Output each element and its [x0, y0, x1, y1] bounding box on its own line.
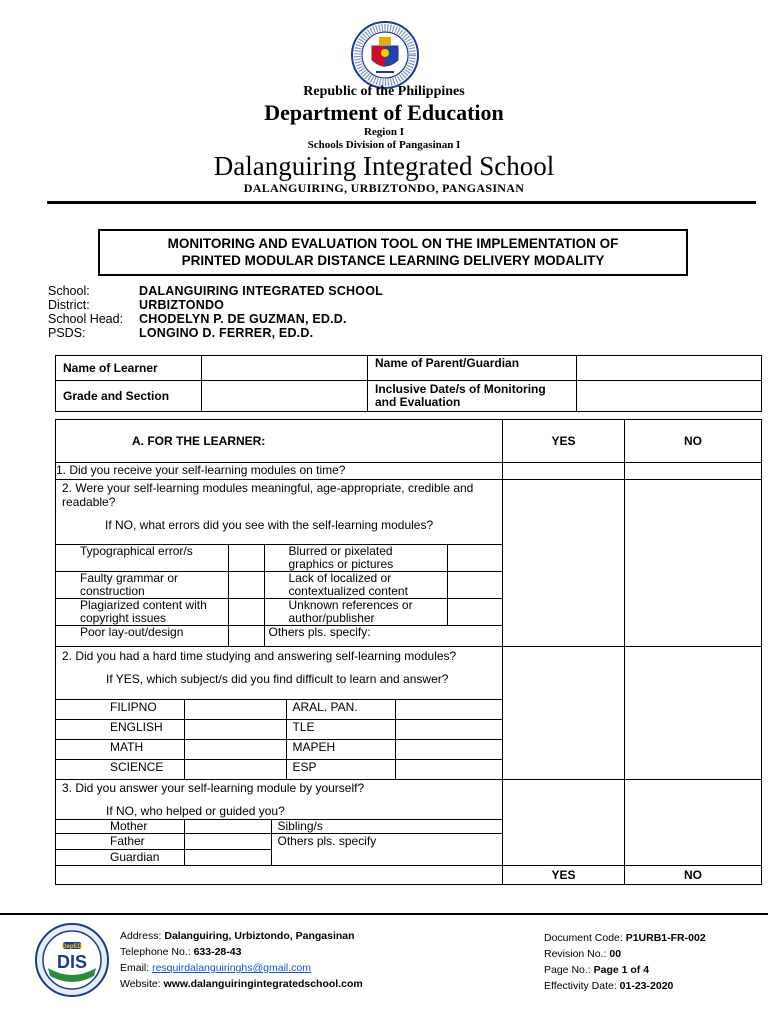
section-title: A. FOR THE LEARNER: [56, 420, 503, 463]
table-row [56, 834, 502, 850]
q2-no-cell[interactable] [625, 480, 762, 647]
email-label: Email: [120, 962, 153, 974]
subject-aral-pan-check[interactable] [395, 700, 502, 720]
helper-mother: Mother [56, 820, 184, 834]
learner-questionnaire-table [55, 419, 762, 885]
subject-filipino-check[interactable] [184, 700, 286, 720]
option-lack-localized: Lack of localized or contextualized content [264, 572, 447, 599]
q3-no-cell[interactable] [625, 647, 762, 780]
email-link[interactable]: resquirdalanguiringhs@gmail.com [152, 962, 311, 974]
table-row [56, 740, 502, 760]
q1-yes-cell[interactable] [503, 463, 625, 480]
option-poor-layout-check[interactable] [228, 626, 264, 647]
revision-label: Revision No.: [544, 948, 610, 960]
subject-mapeh: MAPEH [286, 740, 395, 760]
option-lack-localized-check[interactable] [447, 572, 502, 599]
website-value: www.dalanguiringintegratedschool.com [163, 978, 363, 990]
table-row [56, 420, 762, 463]
logo-brand-text: DepED [62, 944, 82, 950]
school-address: DALANGUIRING, URBIZTONDO, PANGASINAN [243, 181, 525, 195]
department-name: Department of Education [264, 100, 504, 125]
question-1: 1. Did you receive your self-learning modules on time? [56, 463, 503, 480]
table-row [56, 720, 502, 740]
subject-science-check[interactable] [184, 760, 286, 780]
option-typographical: Typographical error/s [56, 545, 228, 572]
effectivity-value: 01-23-2020 [619, 980, 674, 992]
subject-filipino: FILIPNO [56, 700, 184, 720]
option-unknown-references: Unknown references or author/publisher [264, 599, 447, 626]
address-label: Address: [120, 930, 165, 942]
school-head-label: School Head: [48, 312, 124, 326]
table-row [56, 780, 762, 866]
name-of-learner-field[interactable] [202, 356, 368, 381]
helper-guardian-check[interactable] [184, 850, 271, 866]
school-head-value: CHODELYN P. DE GUZMAN, ED.D. [139, 312, 347, 326]
subject-esp-check[interactable] [395, 760, 502, 780]
name-of-learner-label: Name of Learner [56, 356, 202, 381]
option-plagiarized: Plagiarized content with copyright issues [56, 599, 228, 626]
no-header-bottom: NO [625, 866, 762, 885]
error-options-table [56, 544, 502, 646]
footer-document-info [544, 930, 706, 994]
q1-no-cell[interactable] [625, 463, 762, 480]
document-title [98, 229, 688, 276]
telephone-value: 633-28-43 [193, 946, 242, 958]
subject-aral-pan: ARAL. PAN. [286, 700, 395, 720]
table-row [56, 480, 762, 647]
website-label: Website: [120, 978, 164, 990]
header-divider [47, 201, 756, 204]
helper-father-check[interactable] [184, 834, 271, 850]
table-row [56, 626, 502, 647]
table-row [56, 647, 762, 780]
subject-english-check[interactable] [184, 720, 286, 740]
option-blurred-check[interactable] [447, 545, 502, 572]
table-row [56, 381, 762, 412]
dis-school-logo-icon [34, 922, 110, 998]
helper-sibling: Sibling/s [271, 820, 502, 834]
no-header: NO [625, 420, 762, 463]
subject-science: SCIENCE [56, 760, 184, 780]
title-line-2: PRINTED MODULAR DISTANCE LEARNING DELIVERY MODALITY [181, 253, 605, 268]
republic-line: Republic of the Philippines [303, 84, 465, 99]
helper-guardian: Guardian [56, 850, 184, 866]
yes-header: YES [503, 420, 625, 463]
grade-section-field[interactable] [202, 381, 368, 412]
table-row [56, 820, 502, 834]
question-3-followup: If YES, which subject/s did you find difficult to learn and answer? [106, 672, 449, 686]
region-line: Region I [363, 126, 405, 138]
table-row [56, 760, 502, 780]
option-unknown-references-check[interactable] [447, 599, 502, 626]
subject-tle: TLE [286, 720, 395, 740]
table-row [56, 599, 502, 626]
table-row [56, 545, 502, 572]
question-3: 2. Did you had a hard time studying and answering self-learning modules? [62, 649, 457, 663]
psds-label: PSDS: [48, 326, 86, 340]
parent-guardian-field[interactable] [577, 356, 762, 381]
subject-math-check[interactable] [184, 740, 286, 760]
option-blurred: Blurred or pixelated graphics or pictures [264, 545, 447, 572]
district-value: URBIZTONDO [139, 298, 225, 312]
table-row [56, 700, 502, 720]
page-label: Page No.: [544, 964, 594, 976]
yes-header-bottom: YES [503, 866, 625, 885]
footer-contact [120, 928, 363, 992]
district-label: District: [48, 298, 90, 312]
option-faulty-grammar-check[interactable] [228, 572, 264, 599]
doc-code-label: Document Code: [544, 932, 626, 944]
question-4-followup: If NO, who helped or guided you? [106, 804, 285, 818]
telephone-label: Telephone No.: [120, 946, 194, 958]
effectivity-label: Effectivity Date: [544, 980, 620, 992]
learner-info-table [55, 355, 762, 412]
school-name: Dalanguiring Integrated School [213, 151, 555, 181]
grade-section-label: Grade and Section [56, 381, 202, 412]
subject-english: ENGLISH [56, 720, 184, 740]
inclusive-dates-label: Inclusive Date/s of Monitoring and Evaluation [368, 381, 577, 412]
table-row [56, 866, 762, 885]
table-row [56, 463, 762, 480]
subject-tle-check[interactable] [395, 720, 502, 740]
psds-value: LONGINO D. FERRER, ED.D. [139, 326, 314, 340]
school-label: School: [48, 284, 90, 298]
question-4: 3. Did you answer your self-learning module by yourself? [62, 781, 365, 795]
q3-yes-cell[interactable] [503, 647, 625, 780]
subjects-table [56, 699, 502, 779]
deped-seal-icon [350, 20, 420, 90]
table-row [56, 572, 502, 599]
option-poor-layout: Poor lay-out/design [56, 626, 228, 647]
logo-dis-text: DIS [56, 952, 88, 972]
question-2: 2. Were your self-learning modules meaningful, age-appropriate, credible and readable? [62, 481, 474, 509]
revision-value: 00 [609, 948, 622, 960]
footer-divider [0, 913, 768, 915]
division-line: Schools Division of Pangasinan I [307, 139, 461, 151]
address-value: Dalanguiring, Urbiztondo, Pangasinan [164, 930, 355, 942]
table-row [56, 356, 762, 381]
option-faulty-grammar: Faulty grammar or construction [56, 572, 228, 599]
inclusive-dates-field[interactable] [577, 381, 762, 412]
subject-math: MATH [56, 740, 184, 760]
option-others: Others pls. specify: [264, 626, 502, 647]
q2-yes-cell[interactable] [503, 480, 625, 647]
q4-yes-cell[interactable] [503, 780, 625, 866]
q4-no-cell[interactable] [625, 780, 762, 866]
option-typographical-check[interactable] [228, 545, 264, 572]
title-line-1: MONITORING AND EVALUATION TOOL ON THE IMPLEMENTATION OF [167, 236, 619, 251]
helpers-table [56, 819, 502, 865]
question-2-followup: If NO, what errors did you see with the self-learning modules? [105, 518, 434, 532]
parent-guardian-label: Name of Parent/Guardian [368, 356, 577, 381]
school-value: DALANGUIRING INTEGRATED SCHOOL [139, 284, 383, 298]
helper-others: Others pls. specify [271, 834, 502, 866]
helper-father: Father [56, 834, 184, 850]
subject-mapeh-check[interactable] [395, 740, 502, 760]
subject-esp: ESP [286, 760, 395, 780]
helper-mother-check[interactable] [184, 820, 271, 834]
doc-code-value: P1URB1-FR-002 [625, 932, 706, 944]
option-plagiarized-check[interactable] [228, 599, 264, 626]
page-value: Page 1 of 4 [593, 964, 650, 976]
